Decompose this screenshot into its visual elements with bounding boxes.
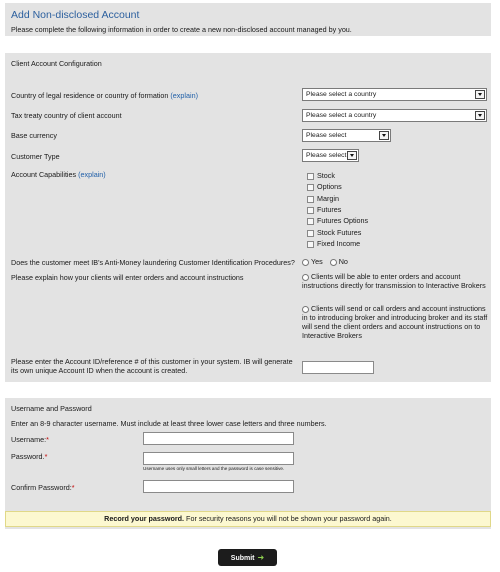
chevron-down-icon — [379, 131, 389, 140]
checkbox[interactable] — [307, 218, 314, 225]
username-input[interactable] — [143, 432, 294, 445]
treaty-select-value: Please select a country — [306, 112, 377, 119]
notice-text: For security reasons you will not be shown your password again. — [184, 514, 392, 523]
username-label-text: Username: — [11, 435, 47, 444]
capability-stock-futures[interactable] — [307, 228, 361, 239]
capability-label: Options — [317, 182, 342, 191]
orders-option-1[interactable] — [302, 272, 488, 290]
required-mark: * — [44, 452, 48, 461]
page-title: Add Non-disclosed Account — [11, 9, 140, 21]
capability-options[interactable] — [307, 182, 342, 193]
arrow-right-icon: ➜ — [257, 553, 265, 562]
aml-no-label: No — [338, 257, 348, 266]
customer-type-select-value: Please select — [306, 152, 347, 159]
chevron-down-icon — [475, 90, 485, 99]
password-notice — [5, 511, 491, 527]
country-explain-link[interactable]: (explain) — [170, 91, 198, 100]
orders-option-1-label: Clients will be able to enter orders and account instructions directly for transmission to Interactive Brokers — [302, 272, 486, 290]
treaty-country-select[interactable] — [302, 109, 487, 122]
chevron-down-icon — [347, 151, 357, 160]
orders-option-2[interactable] — [302, 304, 488, 340]
capabilities-label — [11, 170, 106, 179]
page-subtitle: Please complete the following information in order to create a new non-disclosed account managed by you. — [11, 25, 352, 34]
base-currency-select[interactable] — [302, 129, 391, 142]
capability-margin[interactable] — [307, 194, 339, 205]
password-label-text: Password. — [11, 452, 45, 461]
notice-bold: Record your password. — [104, 514, 185, 523]
aml-radio-group — [302, 257, 348, 266]
required-mark: * — [46, 435, 49, 444]
capability-label: Stock — [317, 171, 335, 180]
confirm-password-label-text: Confirm Password: — [11, 483, 72, 492]
client-account-configuration-panel — [5, 53, 491, 382]
username-instructions: Enter an 8-9 character username. Must include at least three lower case letters and three numbers. — [11, 419, 327, 428]
username-label — [11, 435, 49, 444]
checkbox[interactable] — [307, 230, 314, 237]
capability-label: Futures — [317, 205, 342, 214]
confirm-password-input[interactable] — [143, 480, 294, 493]
orders-option-1-radio[interactable] — [302, 274, 309, 281]
country-label — [11, 91, 198, 100]
capability-label: Fixed Income — [317, 239, 361, 248]
checkbox[interactable] — [307, 173, 314, 180]
capability-label: Stock Futures — [317, 228, 362, 237]
capability-futures-options[interactable] — [307, 216, 368, 227]
currency-select-value: Please select — [306, 132, 347, 139]
customer-type-label: Customer Type — [11, 152, 60, 161]
orders-option-2-label: Clients will send or call orders and account instructions in to introducing broker and introducing broker and its staff will send the client orders and account instructions on to Interactive Brokers — [302, 304, 488, 340]
username-password-panel — [5, 398, 491, 529]
password-input[interactable] — [143, 452, 294, 465]
password-hint: Username uses only small letters and the password is case sensitive. — [143, 466, 285, 471]
account-id-input[interactable] — [302, 361, 374, 374]
aml-yes-radio[interactable] — [302, 259, 309, 266]
checkbox[interactable] — [307, 196, 314, 203]
aml-no-radio[interactable] — [330, 259, 337, 266]
aml-question: Does the customer meet IB's Anti-Money laundering Customer Identification Procedures? — [11, 258, 295, 267]
checkbox[interactable] — [307, 184, 314, 191]
orders-question: Please explain how your clients will enter orders and account instructions — [11, 273, 244, 282]
section-title-configuration: Client Account Configuration — [11, 59, 102, 68]
required-mark: * — [71, 483, 75, 492]
submit-label: Submit — [230, 555, 255, 562]
chevron-down-icon — [475, 111, 485, 120]
password-label — [11, 452, 47, 461]
orders-option-2-radio[interactable] — [302, 306, 309, 313]
capability-fixed-income[interactable] — [307, 239, 360, 250]
aml-yes-label: Yes — [311, 257, 323, 266]
section-title-credentials: Username and Password — [11, 404, 92, 413]
capability-futures[interactable] — [307, 205, 341, 216]
header-panel — [5, 3, 491, 36]
capability-label: Futures Options — [317, 216, 369, 225]
capabilities-label-text: Account Capabilities — [11, 170, 77, 179]
country-select[interactable] — [302, 88, 487, 101]
confirm-password-label — [11, 483, 75, 492]
checkbox[interactable] — [307, 207, 314, 214]
customer-type-select[interactable] — [302, 149, 359, 162]
currency-label: Base currency — [11, 131, 57, 140]
treaty-label: Tax treaty country of client account — [11, 111, 122, 120]
country-label-text: Country of legal residence or country of formation — [11, 91, 169, 100]
capabilities-explain-link[interactable]: (explain) — [78, 170, 106, 179]
capability-stock[interactable] — [307, 171, 335, 182]
submit-button[interactable] — [218, 549, 277, 566]
capability-label: Margin — [317, 194, 339, 203]
account-id-label: Please enter the Account ID/reference # of this customer in your system. IB will generate its own unique Account ID when the account is created. — [11, 357, 293, 375]
country-select-value: Please select a country — [306, 91, 377, 98]
checkbox[interactable] — [307, 241, 314, 248]
